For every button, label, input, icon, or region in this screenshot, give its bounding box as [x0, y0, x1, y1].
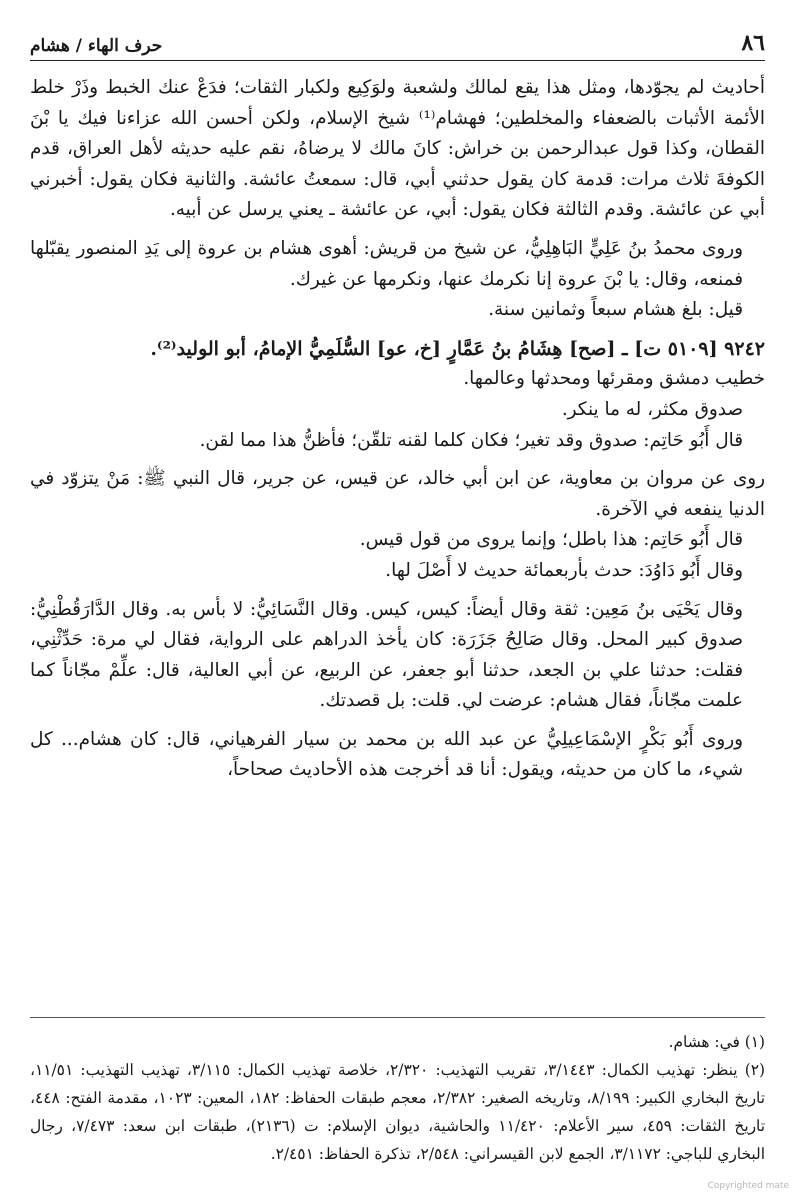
paragraph: روى عن مروان بن معاوية، عن ابن أبي خالد، عن قيس، عن جرير، قال النبي ﷺ: مَنْ يتزوّد في الدنيا ينفعه في الآخرة. [30, 468, 765, 520]
entry-heading: ٩٢٤٢ [٥١٠٩ ت] ـ [صح] هِشَامُ بنُ عَمَّارٍ [خ، عو] السُّلَمِيُّ الإمامُ، أبو الوليد⁽²⁾. [150, 337, 765, 360]
paragraph: وروى محمدُ بنُ عَلِيٍّ البَاهِلِيُّ، عن شيخ من قريش: أهوى هشام بن عروة إلى يَدِ المنصور يقبّلها فمنعه، وقال: يا بْنَ عروة إنا نكرمك عنها، ونكرمها عن غيرك. [30, 237, 743, 290]
running-title: حرف الهاء / هشام [30, 36, 163, 56]
paragraph: قال أَبُو حَاتِم: هذا باطل؛ وإنما يروى من قول قيس. [359, 529, 743, 551]
paragraph: أحاديث لم يجوّدها، ومثل هذا يقع لمالك ولشعبة ولوَكِيع ولكبار الثقات؛ فدَعْ عنك الخبط وذَرْ خلط الأئمة الأثبات بالضعفاء والمخلطين؛ فهشام⁽¹⁾ شيخ الإسلام، ولكن أحسن الله عزاءنا فيك يا بْنَ القطان، وكذا قول عبدالرحمن بن خراش: كانَ مالك لا يرضاهُ، نقم عليه حديثه لأهل العراق، قدم الكوفةَ ثلاث مرات: قدمة كان يقول حدثني أبي، قال: سمعتُ عائشة. والثانية فكان يقول: أخبرني أبي عن عائشة. وقدم الثالثة فكان يقول: أبي، عن عائشة ـ يعني يرسل عن أبيه. [30, 77, 765, 221]
paragraph: وقال يَحْيَى بنُ مَعِين: ثقة وقال أيضاً: كيس، كيس. وقال النَّسَائِيُّ: لا بأس به. وقال الدَّارَقُطْنِيُّ: صدوق كبير المحل. وقال صَالِحُ جَزَرَة: كان يأخذ الدراهم على الرواية، فقال لي مرة: حَدِّثْنِي، فقلت: حدثنا علي بن الجعد، حدثنا أبو جعفر، عن الربيع، عن أبي العالية، قال: علِّمْ مجّاناً كما علمت مجّاناً، فقال هشام: عرضت لي. قلت: بل قصدتك. [30, 598, 743, 712]
paragraph: صدوق مكثر، له ما ينكر. [561, 398, 743, 420]
paragraph: خطيب دمشق ومقرئها ومحدثها وعالمها. [463, 368, 765, 390]
watermark: Copyrighted mate [707, 1181, 789, 1191]
paragraph: وقال أَبُو دَاوُدَ: حدث بأربعمائة حديث لا أَصْلَ لها. [385, 559, 743, 581]
page-number: ٨٦ [741, 30, 765, 56]
page-header [30, 22, 765, 61]
paragraph: قيل: بلغ هشام سبعاً وثمانين سنة. [488, 299, 743, 321]
paragraph: وروى أَبُو بَكْرٍ الإسْمَاعِيلِيُّ عن عبد الله بن محمد بن سيار الفرهياني، قال: كان هشام... كل شيء، ما كان من حديثه، ويقول: أنا قد أخرجت هذه الأحاديث صحاحاً، [30, 728, 743, 781]
footnote: (٢) ينظر: تهذيب الكمال: ٣/١٤٤٣، تقريب التهذيب: ٢/٣٢٠، خلاصة تهذيب الكمال: ٣/١١٥، تهذيب التهذيب: ١١/٥١، تاريخ البخاري الكبير: ٨/١٩٩، وتاريخه الصغير: ٢/٣٨٢، معجم طبقات الحفاظ: ١٨٢، المعين: ١٠٢٣، مقدمة الفتح: ٤٤٨، تاريخ الثقات: ٤٥٩، سير الأعلام: ١١/٤٢٠ والحاشية، ديوان الإسلام: ت (٢١٣٦)، طبقات ابن سعد: ٧/٤٧٣، رجال البخاري للباجي: ٣/١١٧٢، الجمع لابن القيسراني: ٢/٥٤٨، تذكرة الحفاظ: ٢/٤٥١. [30, 1061, 766, 1163]
document-page [30, 22, 765, 1182]
footnote: (١) في: هشام. [668, 1033, 765, 1051]
footnotes [30, 1017, 765, 1168]
paragraph: قال أَبُو حَاتِم: صدوق وقد تغير؛ فكان كلما لقنه تلقّن؛ فأظنُّ هذا مما لقن. [199, 429, 743, 451]
main-text [30, 73, 765, 786]
